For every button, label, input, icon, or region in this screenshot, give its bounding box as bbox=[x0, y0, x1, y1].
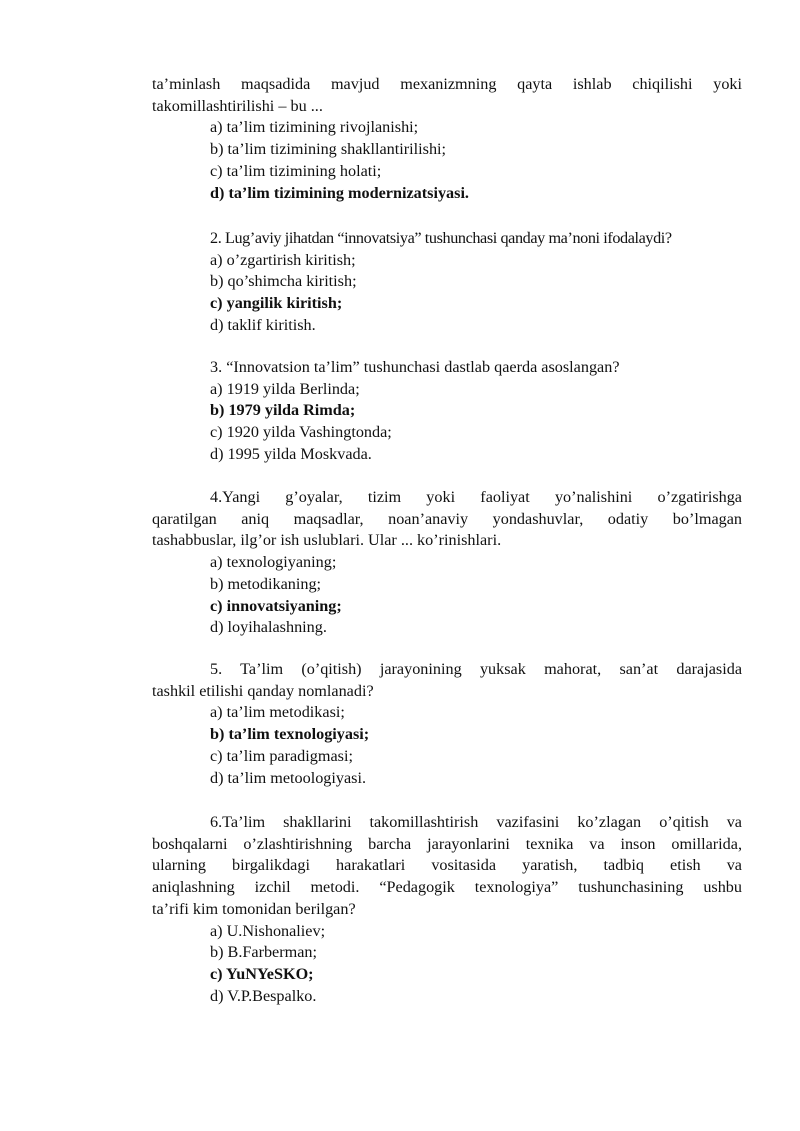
q2-option-c-answer: c) yangilik kiritish; bbox=[210, 294, 343, 313]
q4-option-b: b) metodikaning; bbox=[210, 574, 322, 593]
question-4 bbox=[152, 487, 742, 639]
question-6-text-line-3: ularning birgalikdagi harakatlari vositasida yaratish, tadbiq etish va bbox=[152, 856, 742, 875]
q3-option-a: a) 1919 yilda Berlinda; bbox=[210, 379, 360, 398]
question-5 bbox=[152, 659, 742, 789]
q3-option-c: c) 1920 yilda Vashingtonda; bbox=[210, 423, 392, 442]
q4-option-c-answer: c) innovatsiyaning; bbox=[210, 596, 342, 615]
question-5-text-line-2: tashkil etilishi qanday nomlanadi? bbox=[152, 681, 374, 700]
q6-option-d: d) V.P.Bespalko. bbox=[210, 986, 317, 1005]
q2-option-d: d) taklif kiritish. bbox=[210, 315, 316, 334]
q6-option-a: a) U.Nishonaliev; bbox=[210, 921, 326, 940]
q5-option-d: d) ta’lim metoologiyasi. bbox=[210, 768, 367, 787]
question-1-text-line-1: ta’minlash maqsadida mavjud mexanizmning qayta ishlab chiqilishi yoki bbox=[152, 75, 742, 93]
question-6-text-line-1: 6.Ta’lim shakllarini takomillashtirish vazifasini ko’zlagan o’qitish va bbox=[210, 813, 742, 831]
q1-option-d-answer: d) ta’lim tizimining modernizatsiyasi. bbox=[210, 183, 469, 202]
q2-option-a: a) o’zgartirish kiritish; bbox=[210, 250, 356, 269]
q1-option-c: c) ta’lim tizimining holati; bbox=[210, 161, 382, 180]
q1-option-a: a) ta’lim tizimining rivojlanishi; bbox=[210, 118, 419, 137]
q5-option-b-answer: b) ta’lim texnologiyasi; bbox=[210, 725, 370, 744]
question-6-text-line-4: aniqlashning izchil metodi. “Pedagogik texnologiya” tushunchasining ushbu bbox=[152, 878, 742, 897]
question-1-text-line-2: takomillashtirilishi – bu ... bbox=[152, 96, 323, 115]
q6-option-c-answer: c) YuNYeSKO; bbox=[210, 964, 314, 983]
q4-option-a: a) texnologiyaning; bbox=[210, 553, 337, 572]
question-4-text-line-1: 4.Yangi g’oyalar, tizim yoki faoliyat yo’nalishini o’zgatirishga bbox=[210, 488, 742, 506]
q3-option-d: d) 1995 yilda Moskvada. bbox=[210, 444, 372, 463]
question-6-text-line-5: ta’rifi kim tomonidan berilgan? bbox=[152, 899, 356, 918]
q5-option-a: a) ta’lim metodikasi; bbox=[210, 703, 345, 722]
question-4-text-line-2: qaratilgan aniq maqsadlar, noan’anaviy yondashuvlar, odatiy bo’lmagan bbox=[152, 509, 742, 528]
q3-option-b-answer: b) 1979 yilda Rimda; bbox=[210, 401, 356, 420]
q2-option-b: b) qo’shimcha kiritish; bbox=[210, 272, 357, 291]
question-3 bbox=[152, 357, 742, 466]
q4-option-d: d) loyihalashning. bbox=[210, 618, 327, 637]
question-6-text-line-2: boshqalarni o’zlashtirishning barcha jarayonlarini texnika va inson omillarida, bbox=[152, 834, 742, 853]
question-3-text: 3. “Innovatsion ta’lim” tushunchasi dastlab qaerda asoslangan? bbox=[210, 358, 620, 376]
question-5-text-line-1: 5. Ta’lim (o’qitish) jarayonining yuksak mahorat, san’at darajasida bbox=[210, 660, 742, 678]
q6-option-b: b) B.Farberman; bbox=[210, 943, 317, 962]
question-2 bbox=[152, 228, 742, 337]
question-1 bbox=[152, 74, 742, 204]
question-2-text: 2. Lug’aviy jihatdan “innovatsiya” tushunchasi qanday ma’noni ifodalaydi? bbox=[210, 229, 672, 247]
q1-option-b: b) ta’lim tizimining shakllantirilishi; bbox=[210, 140, 447, 159]
question-4-text-line-3: tashabbuslar, ilg’or ish uslublari. Ular ... ko’rinishlari. bbox=[152, 531, 502, 550]
question-6 bbox=[152, 812, 742, 1007]
q5-option-c: c) ta’lim paradigmasi; bbox=[210, 746, 353, 765]
